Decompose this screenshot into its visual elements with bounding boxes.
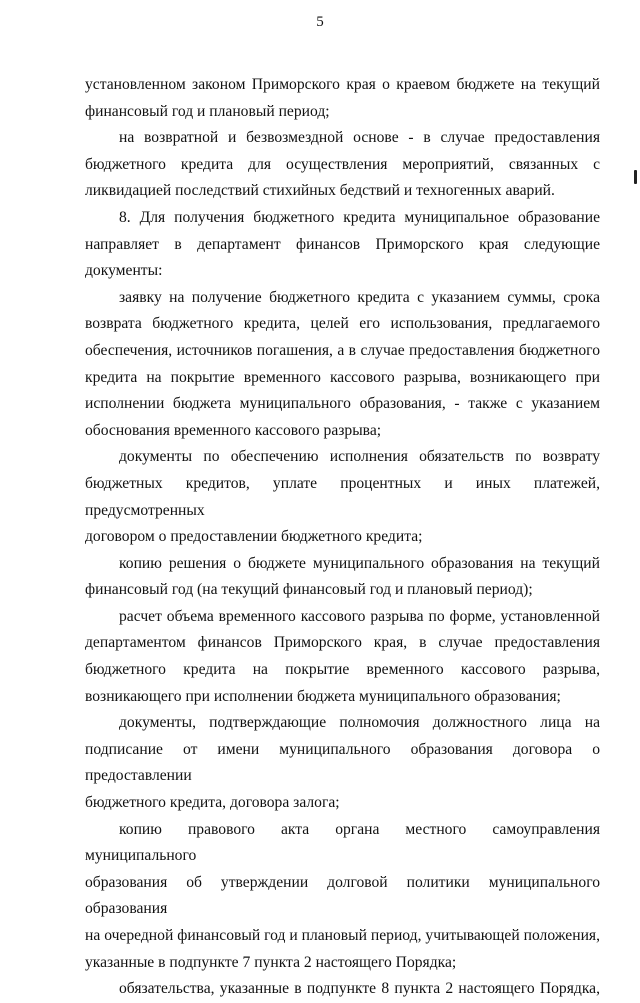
line: обязательства, указанные в подпункте 8 пункта 2 настоящего Порядка, [119, 980, 600, 998]
paragraph-line [85, 391, 600, 418]
paragraph-line [85, 923, 600, 950]
paragraph-line [85, 577, 600, 604]
document-body [85, 72, 600, 1003]
paragraph-line [85, 311, 600, 338]
line: финансовый год и плановый период; [85, 102, 330, 120]
line: образования об утверждении долговой политики муниципального образования [85, 873, 600, 918]
line: заявку на получение бюджетного кредита с указанием суммы, срока [119, 288, 600, 306]
paragraph-line [85, 790, 600, 817]
paragraph-line [85, 99, 600, 126]
paragraph-line [85, 737, 600, 790]
line: бюджетных кредитов, уплате процентных и иных платежей, предусмотренных [85, 474, 600, 519]
line: обоснования временного кассового разрыва; [85, 421, 382, 439]
line: подписание от имени муниципального образования договора о предоставлении [85, 740, 600, 785]
paragraph-line [85, 152, 600, 179]
line: возникающего при исполнении бюджета муниципального образования; [85, 687, 561, 705]
paragraph [85, 551, 600, 578]
paragraph [85, 976, 600, 1003]
paragraph [85, 72, 600, 99]
paragraph-line [85, 870, 600, 923]
paragraph [85, 285, 600, 312]
paragraph-line [85, 630, 600, 657]
paragraph-line [85, 338, 600, 365]
paragraph-line [85, 365, 600, 392]
line: расчет объема временного кассового разрыва по форме, установленной [119, 607, 600, 625]
paragraph-line [85, 232, 600, 285]
line: возврата бюджетного кредита, целей его использования, предлагаемого [85, 315, 600, 333]
line: обеспечения, источников погашения, а в случае предоставления бюджетного [85, 341, 600, 359]
line: документы по обеспечению исполнения обязательств по возврату [119, 448, 600, 466]
paragraph [85, 817, 600, 870]
line: 8. Для получения бюджетного кредита муниципальное образование [119, 208, 600, 226]
paragraph-line [85, 950, 600, 977]
paragraph-line [85, 524, 600, 551]
paragraph [85, 205, 600, 232]
paragraph-line [85, 471, 600, 524]
line: бюджетного кредита для осуществления мероприятий, связанных с [85, 155, 600, 173]
line: департаментом финансов Приморского края, в случае предоставления [85, 634, 600, 652]
line: копию решения о бюджете муниципального образования на текущий [119, 554, 600, 572]
line: на возвратной и безвозмездной основе - в случае предоставления [119, 129, 600, 147]
paragraph [85, 444, 600, 471]
page-number: 5 [316, 14, 324, 30]
line: договором о предоставлении бюджетного кредита; [85, 528, 423, 546]
line: копию правового акта органа местного самоуправления муниципального [85, 820, 600, 865]
paragraph-line [85, 178, 600, 205]
line: направляет в департамент финансов Приморского края следующие документы: [85, 235, 600, 280]
line: указанные в подпункте 7 пункта 2 настоящего Порядка; [85, 953, 457, 971]
paragraph [85, 604, 600, 631]
paragraph-line [85, 657, 600, 684]
line: документы, подтверждающие полномочия должностного лица на [119, 714, 600, 732]
paragraph-line [85, 684, 600, 711]
line: кредита на покрытие временного кассового разрыва, возникающего при [85, 368, 600, 386]
line: на очередной финансовый год и плановый период, учитывающей положения, [85, 927, 600, 944]
paragraph [85, 125, 600, 152]
paragraph-line [85, 418, 600, 445]
line: исполнении бюджета муниципального образования, - также с указанием [85, 395, 600, 413]
margin-mark [634, 170, 637, 184]
line: финансовый год (на текущий финансовый год и плановый период); [85, 581, 533, 599]
line: бюджетного кредита на покрытие временного кассового разрыва, [85, 661, 600, 679]
line: установленном законом Приморского края о краевом бюджете на текущий [85, 76, 600, 93]
line: ликвидацией последствий стихийных бедствий и техногенных аварий. [85, 182, 555, 200]
line: бюджетного кредита, договора залога; [85, 794, 340, 812]
paragraph [85, 710, 600, 737]
